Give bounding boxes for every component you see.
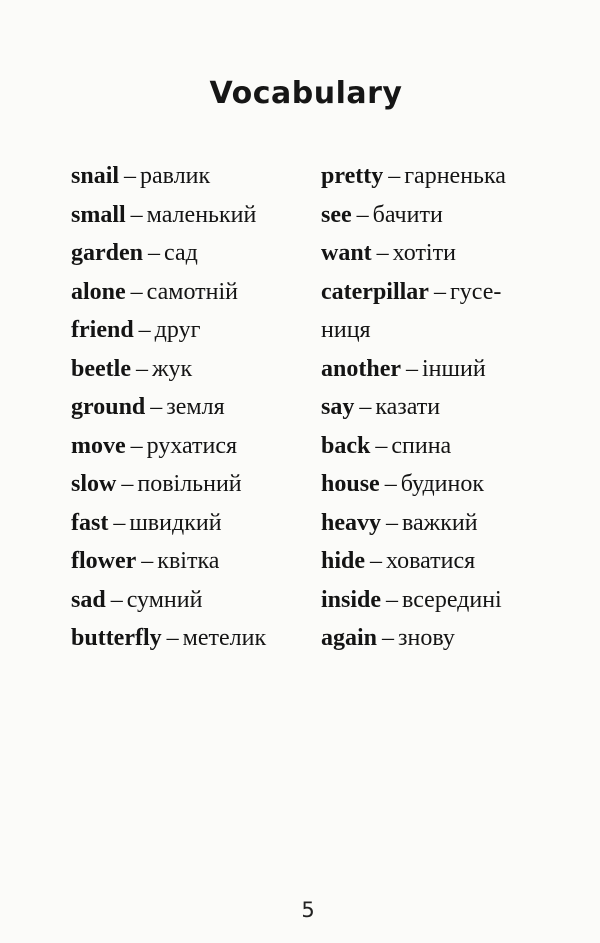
- vocabulary-entry: [71, 350, 309, 389]
- english-word: caterpillar: [321, 278, 429, 305]
- english-word: friend: [71, 317, 134, 343]
- ukrainian-translation: метелик: [182, 625, 267, 651]
- dash-separator: –: [376, 240, 389, 266]
- english-word: butterfly: [71, 625, 162, 651]
- dash-separator: –: [150, 394, 163, 420]
- english-word: snail: [71, 163, 120, 189]
- ukrainian-translation: маленький: [146, 201, 257, 228]
- dash-separator: –: [386, 586, 399, 613]
- dash-separator: –: [138, 317, 151, 343]
- vocabulary-entry: [71, 542, 309, 581]
- ukrainian-translation: гусе-ниця: [321, 278, 502, 343]
- english-word: again: [321, 625, 378, 651]
- ukrainian-translation: швидкий: [129, 509, 222, 536]
- english-word: sad: [71, 586, 106, 613]
- vocabulary-column-right: [321, 157, 561, 658]
- dash-separator: –: [388, 163, 401, 189]
- vocabulary-entry: [71, 581, 309, 620]
- ukrainian-translation: всередині: [402, 586, 502, 613]
- vocabulary-entry: [71, 619, 309, 658]
- vocabulary-entry: [71, 427, 309, 466]
- ukrainian-translation: самотній: [146, 278, 238, 305]
- english-word: hide: [321, 548, 366, 574]
- vocabulary-entry: [321, 427, 561, 466]
- dash-separator: –: [121, 471, 134, 497]
- ukrainian-translation: повільний: [137, 471, 242, 497]
- vocabulary-entry: [321, 465, 561, 504]
- vocabulary-entry: [321, 542, 561, 581]
- english-word: heavy: [321, 509, 381, 536]
- english-word: fast: [71, 509, 109, 536]
- english-word: flower: [71, 548, 137, 574]
- english-word: want: [321, 240, 372, 266]
- ukrainian-translation: спина: [391, 432, 452, 459]
- vocabulary-column-left: [71, 157, 309, 658]
- ukrainian-translation: сумний: [126, 586, 203, 613]
- english-word: slow: [71, 471, 117, 497]
- ukrainian-translation: друг: [154, 317, 201, 343]
- dash-separator: –: [386, 509, 398, 536]
- english-word: move: [71, 432, 126, 459]
- dash-separator: –: [130, 201, 143, 228]
- english-word: small: [71, 201, 126, 228]
- english-word: inside: [321, 586, 382, 613]
- ukrainian-translation: квітка: [157, 548, 220, 574]
- english-word: alone: [71, 278, 126, 305]
- english-word: say: [321, 394, 355, 420]
- dash-separator: –: [433, 278, 446, 305]
- english-word: garden: [71, 240, 143, 266]
- dash-separator: –: [356, 201, 369, 228]
- dash-separator: –: [406, 355, 418, 382]
- dash-separator: –: [130, 278, 143, 305]
- vocabulary-entry: [71, 504, 309, 543]
- ukrainian-translation: земля: [166, 394, 225, 420]
- vocabulary-entry: [321, 196, 561, 235]
- dash-separator: –: [135, 355, 148, 382]
- dash-separator: –: [382, 625, 395, 651]
- vocabulary-entry: [321, 619, 561, 658]
- vocabulary-entry: [321, 234, 561, 273]
- vocabulary-entry: [321, 388, 561, 427]
- ukrainian-translation: ховатися: [386, 548, 476, 574]
- vocabulary-entry: [321, 504, 561, 543]
- ukrainian-translation: гарненька: [404, 163, 506, 189]
- dash-separator: –: [141, 548, 154, 574]
- english-word: house: [321, 471, 380, 497]
- page-title: Vocabulary: [209, 76, 403, 111]
- vocabulary-entry: [71, 465, 309, 504]
- ukrainian-translation: важкий: [402, 509, 478, 536]
- english-word: ground: [71, 394, 146, 420]
- dash-separator: –: [110, 586, 123, 613]
- english-word: another: [321, 355, 401, 382]
- ukrainian-translation: знову: [398, 625, 455, 651]
- ukrainian-translation: равлик: [140, 163, 211, 189]
- ukrainian-translation: рухатися: [146, 432, 238, 459]
- english-word: back: [321, 432, 371, 459]
- vocabulary-entry: [321, 273, 526, 350]
- vocabulary-entry: [321, 350, 561, 389]
- english-word: beetle: [71, 355, 131, 382]
- english-word: see: [321, 201, 352, 228]
- ukrainian-translation: бачити: [372, 201, 443, 228]
- dash-separator: –: [166, 625, 179, 651]
- ukrainian-translation: казати: [375, 394, 441, 420]
- dash-separator: –: [384, 471, 397, 497]
- vocabulary-entry: [71, 311, 309, 350]
- english-word: pretty: [321, 163, 384, 189]
- vocabulary-entry: [71, 157, 309, 196]
- ukrainian-translation: сад: [164, 240, 198, 266]
- ukrainian-translation: жук: [151, 355, 193, 382]
- vocabulary-entry: [71, 196, 309, 235]
- dash-separator: –: [124, 163, 137, 189]
- dash-separator: –: [359, 394, 372, 420]
- dash-separator: –: [148, 240, 160, 266]
- ukrainian-translation: хотіти: [392, 240, 456, 266]
- ukrainian-translation: інший: [422, 355, 486, 382]
- dash-separator: –: [375, 432, 388, 459]
- dash-separator: –: [370, 548, 383, 574]
- vocabulary-entry: [71, 273, 309, 312]
- dash-separator: –: [113, 509, 126, 536]
- vocabulary-entry: [71, 388, 309, 427]
- ukrainian-translation: будинок: [400, 471, 485, 497]
- vocabulary-entry: [71, 234, 309, 273]
- dash-separator: –: [130, 432, 143, 459]
- vocabulary-entry: [321, 581, 561, 620]
- page-number: 5: [301, 898, 315, 922]
- vocabulary-entry: [321, 157, 561, 196]
